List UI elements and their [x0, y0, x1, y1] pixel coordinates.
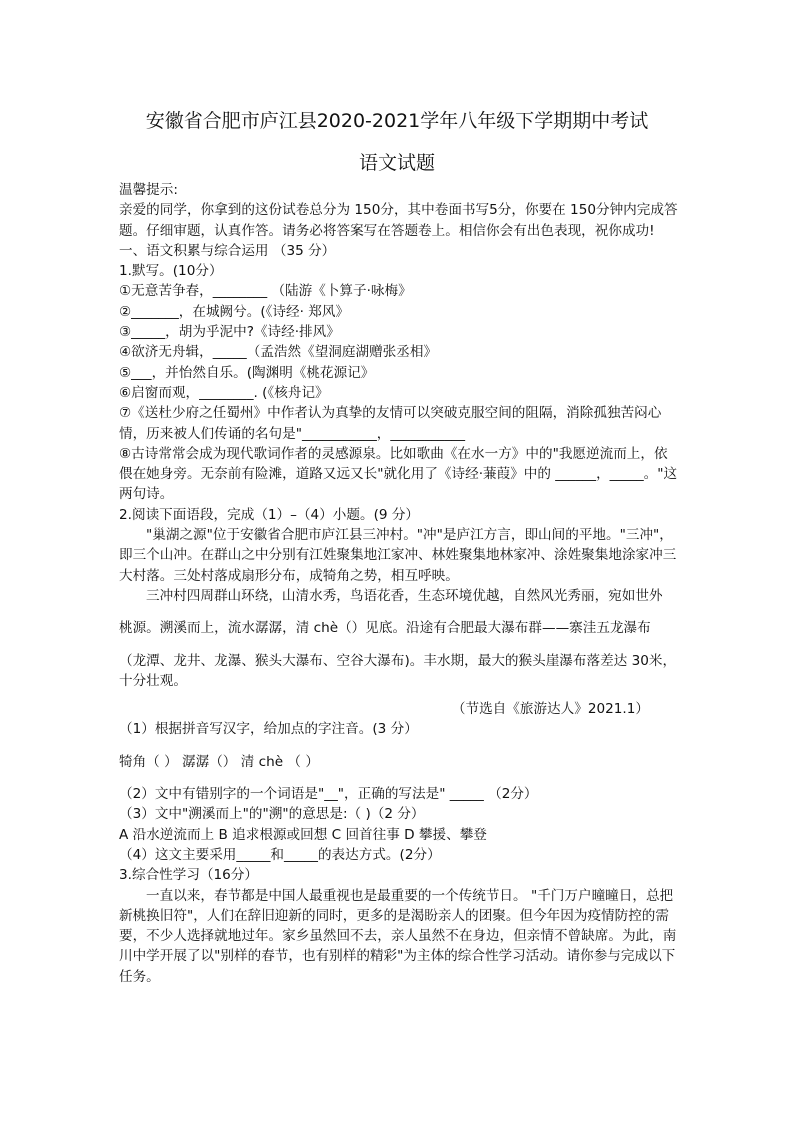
exam-body: [119, 180, 679, 987]
exam-subtitle: 语文试题: [358, 152, 435, 174]
q2-source: （节选自《旅游达人》2021.1）: [451, 701, 649, 718]
q2-sub3: （3）文中"溯溪而上"的"溯"的意思是:（ )（2 分）: [119, 806, 425, 823]
q1-item-4: ④欲济无舟辑，_____（孟浩然《望洞庭湖赠张丞相》: [119, 344, 438, 361]
q3-paragraph: 一直以来，春节都是中国人最重视也是最重要的一个传统节日。 "千门万户曈曈日，总把新桃换旧符"，人们在辞旧迎新的同时，更多的是渴盼亲人的团聚。但今年因为疫情防控的需要，不少人选择就地过年。家乡虽然回不去，亲人虽然不在身边，但亲情不曾缺席。为此，南川中学开展了以"别样的春节，也有别样的精彩"为主体的综合性学习活动。请你参与完成以下任务。: [119, 887, 677, 985]
q1-title: 1.默写。(10分）: [119, 263, 223, 280]
q2-sub2: （2）文中有错别字的一个词语是"__"，正确的写法是" _____ （2分）: [119, 786, 538, 803]
q1-item-5: ⑤___，并怡然自乐。(陶渊明《桃花源记》: [119, 364, 375, 381]
q2-paragraph-2a: 三冲村四周群山环绕，山清水秀，鸟语花香，生态环境优越，自然风光秀丽，宛如世外: [146, 587, 663, 604]
q1-item-3: ③_____，胡为乎泥中?《诗经·排风》: [119, 324, 340, 341]
q1-item-7: ⑦《送杜少府之任蜀州》中作者认为真挚的友情可以突破克服空间的阻隔，消除孤独苦闷心情，历来被人们传诵的名句是"___________，___________: [119, 405, 662, 442]
q2-sub1: （1）根据拼音写汉字，给加点的字注音。(3 分）: [119, 721, 418, 738]
q1-item-1: ①无意苦争春，________ （陆游《卜算子·咏梅》: [119, 283, 412, 300]
q1-item-2: ②_______，在城阙兮。(《诗经· 郑风》: [119, 303, 350, 320]
q1-item-6: ⑥启窗而观，________. (《核舟记》: [119, 384, 329, 401]
q3-title: 3.综合性学习（16分）: [119, 867, 259, 884]
q2-paragraph-2c: （龙潭、龙井、龙瀑、猴头大瀑布、空谷大瀑布)。丰水期，最大的猴头崖瀑布落差达 30米，十分壮观。: [119, 652, 677, 689]
section1-heading: 一、语文积累与综合运用 （35 分）: [119, 242, 336, 259]
q2-paragraph-2b: 桃源。溯溪而上，流水潺潺，清 chè（）见底。沿途有合肥最大瀑布群——寨洼五龙瀑布: [119, 620, 651, 637]
q2-sub1-items: 犄角（ ） 潺潺（） 清 chè （ ）: [119, 753, 319, 770]
q2-title: 2.阅读下面语段，完成（1）–（4）小题。(9 分）: [119, 506, 420, 523]
q2-sub4: （4）这文主要采用_____和_____的表达方式。(2分）: [119, 846, 441, 863]
intro-label: 温馨提示:: [119, 182, 178, 198]
intro-text: 亲爱的同学，你拿到的这份试卷总分为 150分，其中卷面书写5分，你要在 150分钟内完成答题。仔细审题，认真作答。请务必将答案写在答题卷上。相信你会有出色表现，祝你成功!: [119, 202, 678, 239]
q2-sub3-options: A 沿水逆流而上 B 追求根源或回想 C 回首往事 D 攀援、攀登: [119, 826, 487, 843]
q1-item-8: ⑧古诗常常会成为现代歌词作者的灵感源泉。比如歌曲《在水一方》中的"我愿逆流而上，依偎在她身旁。无奈前有险滩，道路又远又长"就化用了《诗经·蒹葭》中的 ______，_____。"这两句诗。: [119, 445, 678, 503]
q2-paragraph-1: "巢湖之源"位于安徽省合肥市庐江县三冲村。"冲"是庐江方言，即山间的平地。"三冲"，即三个山冲。在群山之中分别有江姓聚集地江家冲、林姓聚集地林家冲、涂姓聚集地涂家冲三大村落。三处村落成扇形分布，成犄角之势，相互呼映。: [119, 527, 677, 584]
exam-title: 安徽省合肥市庐江县2020-2021学年八年级下学期期中考试: [145, 110, 649, 132]
